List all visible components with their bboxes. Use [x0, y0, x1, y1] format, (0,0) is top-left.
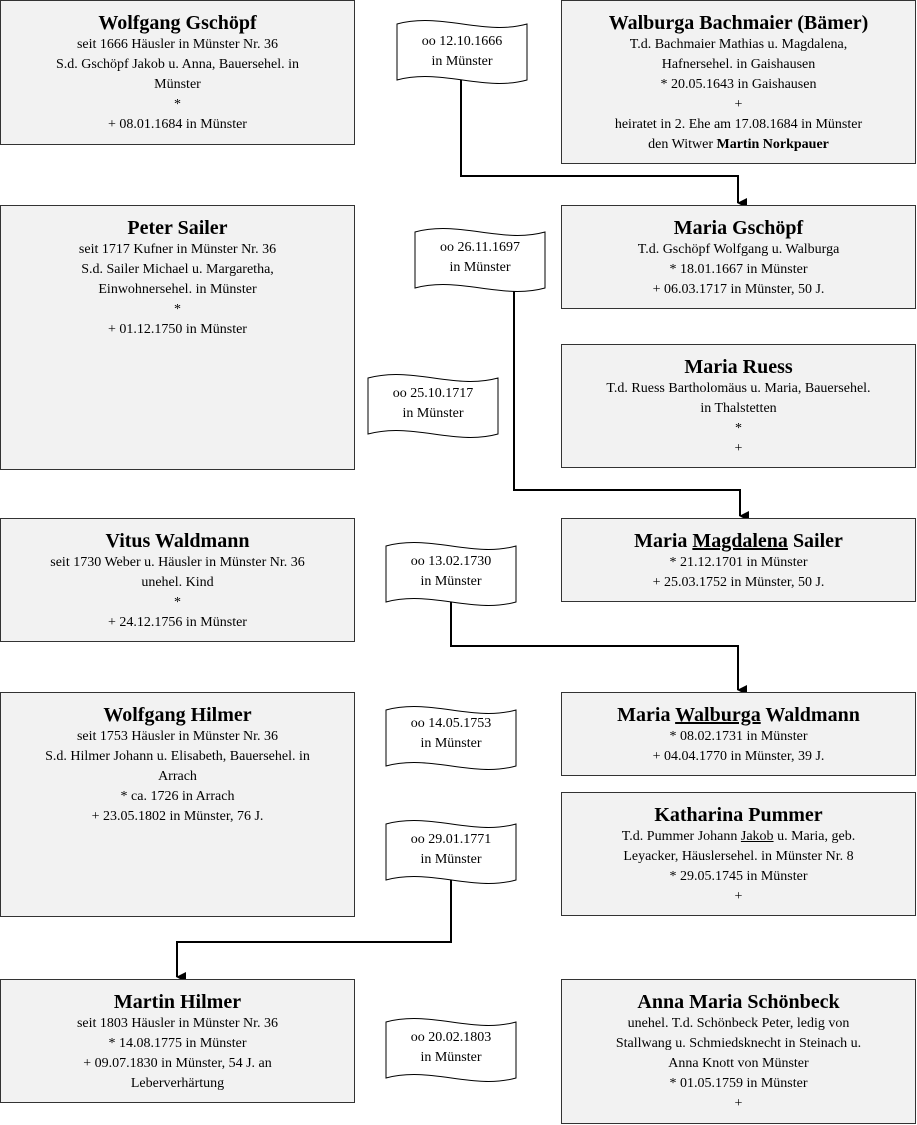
- person-detail: seit 1803 Häusler in Münster Nr. 36: [76, 1016, 279, 1031]
- marriage-banner: [385, 704, 517, 772]
- marriage-banner: [385, 818, 517, 886]
- person-name: Walburga Bachmaier (Bämer): [608, 12, 869, 34]
- person-box-maria-gschoepf: [561, 205, 916, 309]
- second-marriage-text: den Witwer: [648, 137, 717, 152]
- person-detail: Arrach: [158, 769, 197, 784]
- person-detail: *: [174, 302, 181, 317]
- marriage-place: in Münster: [420, 574, 482, 589]
- person-detail: * 20.05.1643 in Gaishausen: [660, 77, 817, 92]
- marriage-banner: [367, 372, 499, 440]
- person-box-peter-sailer: [0, 205, 355, 470]
- person-detail: Münster: [154, 77, 201, 92]
- person-name: Wolfgang Gschöpf: [98, 12, 257, 34]
- person-detail: *: [174, 595, 181, 610]
- person-detail: +: [734, 441, 743, 456]
- detail-part-underlined: Jakob: [740, 829, 774, 844]
- marriage-place: in Münster: [420, 852, 482, 867]
- person-detail: seit 1753 Häusler in Münster Nr. 36: [76, 729, 279, 744]
- person-detail: + 04.04.1770 in Münster, 39 J.: [652, 749, 825, 764]
- person-detail: * 01.05.1759 in Münster: [669, 1076, 808, 1091]
- marriage-place: in Münster: [420, 1050, 482, 1065]
- marriage-banner: [414, 226, 546, 294]
- person-detail: T.d. Bachmaier Mathias u. Magdalena,: [629, 37, 848, 52]
- marriage-date: oo 29.01.1771: [410, 832, 492, 847]
- person-detail: Hafnersehel. in Gaishausen: [661, 57, 816, 72]
- person-detail: heiratet in 2. Ehe am 17.08.1684 in Münster: [614, 117, 863, 132]
- person-box-maria-magdalena-sailer: [561, 518, 916, 602]
- person-detail: +: [734, 97, 743, 112]
- person-detail: S.d. Gschöpf Jakob u. Anna, Bauersehel. in: [55, 57, 300, 72]
- marriage-date: oo 20.02.1803: [410, 1030, 492, 1045]
- detail-part: T.d. Pummer Johann: [621, 829, 741, 844]
- person-detail: +: [734, 889, 743, 904]
- person-box-maria-ruess: [561, 344, 916, 468]
- marriage-banner: [396, 18, 528, 86]
- person-name: Martin Hilmer: [113, 991, 242, 1013]
- person-detail: * 29.05.1745 in Münster: [669, 869, 808, 884]
- person-detail: +: [734, 1096, 743, 1111]
- person-detail: unehel. T.d. Schönbeck Peter, ledig von: [627, 1016, 850, 1031]
- person-box-katharina-pummer: [561, 792, 916, 916]
- person-name: Anna Maria Schönbeck: [637, 991, 840, 1013]
- detail-part: u. Maria, geb.: [773, 829, 856, 844]
- person-box-maria-walburga-waldmann: [561, 692, 916, 776]
- person-detail: + 24.12.1756 in Münster: [108, 615, 247, 630]
- person-detail: + 06.03.1717 in Münster, 50 J.: [652, 282, 825, 297]
- marriage-date: oo 14.05.1753: [410, 716, 492, 731]
- person-name: Wolfgang Hilmer: [103, 704, 252, 726]
- marriage-place: in Münster: [431, 54, 493, 69]
- person-detail: in Thalstetten: [700, 401, 777, 416]
- marriage-date: oo 13.02.1730: [410, 554, 492, 569]
- person-name: Maria Ruess: [684, 356, 793, 378]
- person-detail: Einwohnersehel. in Münster: [98, 282, 257, 297]
- second-husband-name: Martin Norkpauer: [716, 137, 829, 152]
- marriage-place: in Münster: [402, 406, 464, 421]
- name-part: Maria: [617, 704, 676, 726]
- person-detail: [562, 135, 915, 155]
- person-detail: T.d. Ruess Bartholomäus u. Maria, Bauersehel.: [606, 381, 871, 396]
- person-detail: S.d. Hilmer Johann u. Elisabeth, Bauersehel. in: [45, 749, 310, 764]
- person-box-vitus-waldmann: [0, 518, 355, 642]
- person-detail: + 09.07.1830 in Münster, 54 J. an: [83, 1056, 272, 1071]
- person-name: Peter Sailer: [127, 217, 228, 239]
- person-detail: + 08.01.1684 in Münster: [108, 117, 247, 132]
- marriage-banner: [385, 540, 517, 608]
- arrow-to-maria-walburga-waldmann: [451, 598, 738, 690]
- person-box-wolfgang-gschoepf: [0, 0, 355, 145]
- person-detail: [562, 827, 915, 847]
- person-detail: *: [735, 421, 742, 436]
- person-box-anna-maria-schoenbeck: [561, 979, 916, 1124]
- person-detail: * 21.12.1701 in Münster: [669, 555, 808, 570]
- person-detail: S.d. Sailer Michael u. Margaretha,: [81, 262, 274, 277]
- person-detail: + 01.12.1750 in Münster: [108, 322, 247, 337]
- marriage-banner: [385, 1016, 517, 1084]
- person-detail: *: [174, 97, 181, 112]
- person-detail: seit 1717 Kufner in Münster Nr. 36: [78, 242, 277, 257]
- person-box-wolfgang-hilmer: [0, 692, 355, 917]
- person-detail: unehel. Kind: [141, 575, 214, 590]
- person-detail: * ca. 1726 in Arrach: [120, 789, 235, 804]
- person-name: Maria Gschöpf: [673, 217, 804, 239]
- person-name: Vitus Waldmann: [105, 530, 250, 552]
- marriage-date: oo 12.10.1666: [421, 34, 503, 49]
- person-detail: * 08.02.1731 in Münster: [669, 729, 808, 744]
- person-detail: Leyacker, Häuslersehel. in Münster Nr. 8: [623, 849, 854, 864]
- person-detail: + 25.03.1752 in Münster, 50 J.: [652, 575, 825, 590]
- name-part: Maria: [634, 530, 693, 552]
- person-detail: + 23.05.1802 in Münster, 76 J.: [91, 809, 264, 824]
- marriage-place: in Münster: [449, 260, 511, 275]
- person-box-martin-hilmer: [0, 979, 355, 1103]
- person-name: Katharina Pummer: [654, 804, 823, 826]
- person-detail: T.d. Gschöpf Wolfgang u. Walburga: [637, 242, 840, 257]
- name-part: Waldmann: [760, 704, 860, 726]
- person-box-walburga-bachmaier: [561, 0, 916, 164]
- person-detail: * 14.08.1775 in Münster: [108, 1036, 247, 1051]
- name-part-underlined: Magdalena: [692, 530, 788, 552]
- person-name: [562, 529, 915, 553]
- person-detail: Anna Knott von Münster: [668, 1056, 809, 1071]
- marriage-date: oo 26.11.1697: [440, 240, 520, 255]
- name-part: Sailer: [787, 530, 843, 552]
- person-detail: seit 1730 Weber u. Häusler in Münster Nr. 36: [50, 555, 305, 570]
- person-name: [562, 703, 915, 727]
- marriage-date: oo 25.10.1717: [392, 386, 474, 401]
- person-detail: * 18.01.1667 in Münster: [669, 262, 808, 277]
- person-detail: Stallwang u. Schmiedsknecht in Steinach u.: [615, 1036, 862, 1051]
- name-part-underlined: Walburga: [675, 704, 761, 726]
- person-detail: seit 1666 Häusler in Münster Nr. 36: [76, 37, 279, 52]
- person-detail: Leberverhärtung: [130, 1076, 225, 1091]
- marriage-place: in Münster: [420, 736, 482, 751]
